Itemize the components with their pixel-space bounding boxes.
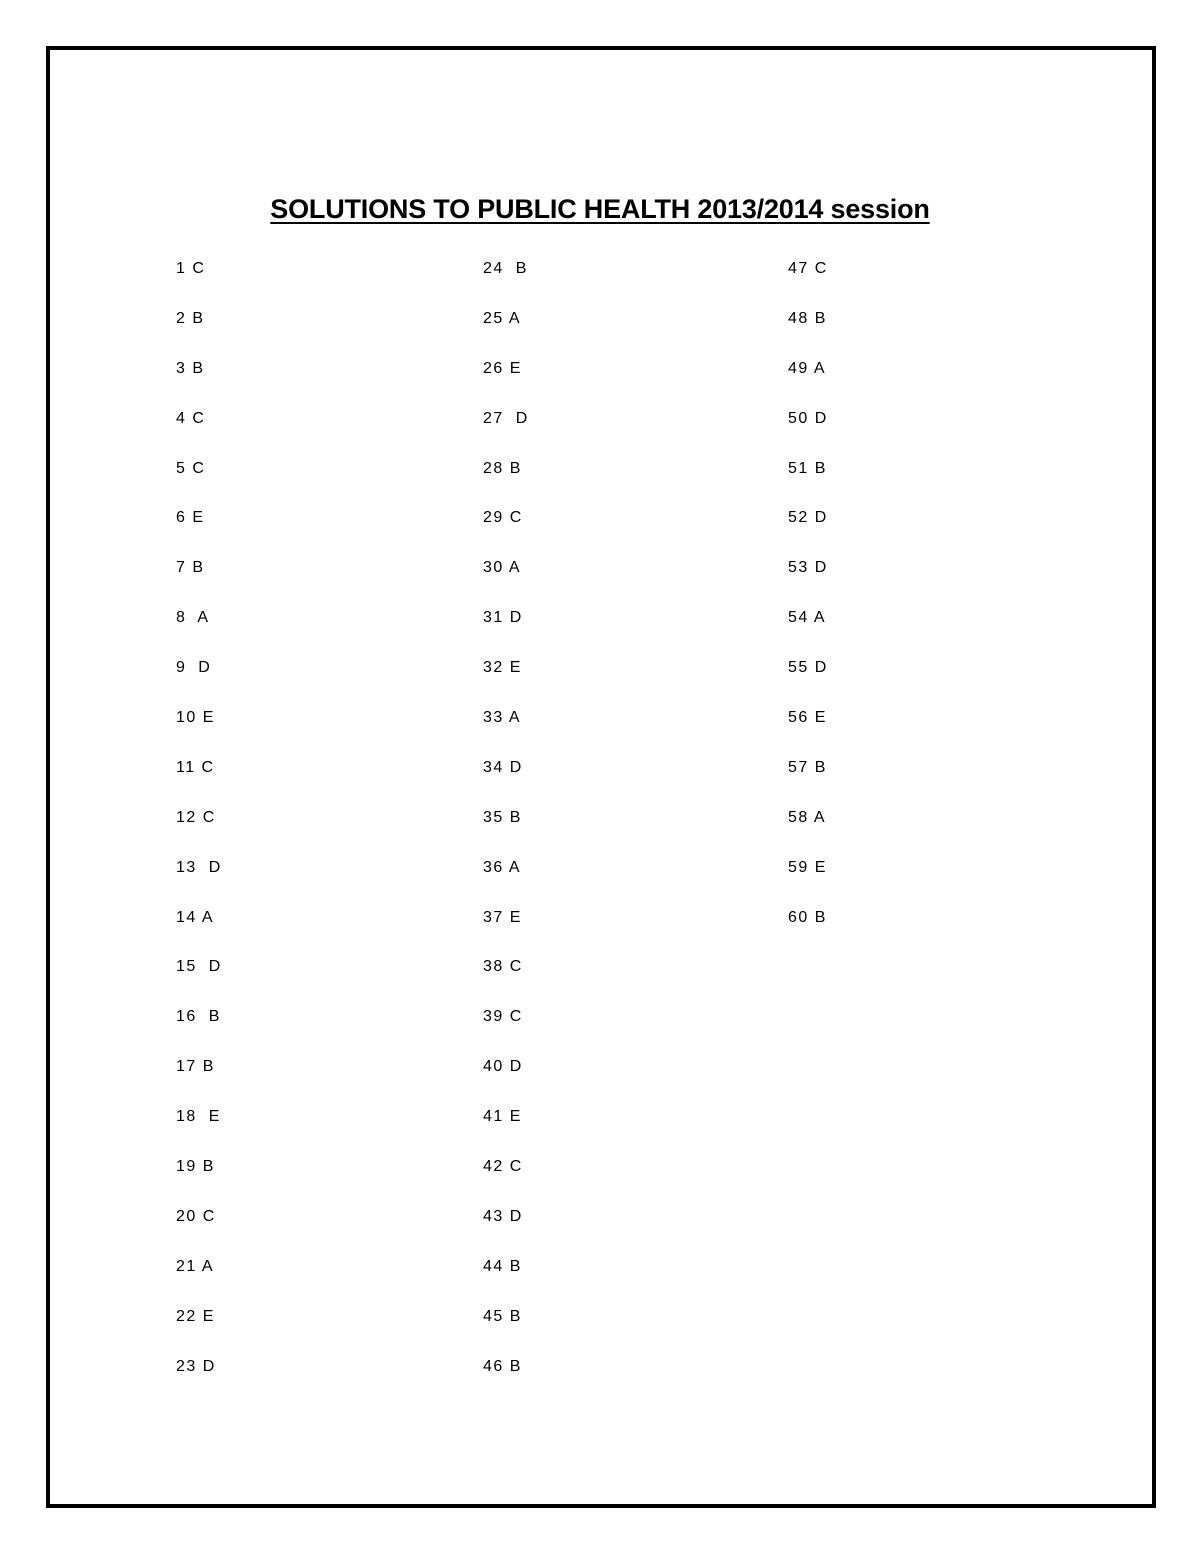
answer-item: 11 C [176,758,215,776]
answer-item: 49 A [788,359,827,377]
answer-item: 50 D [788,409,828,427]
answer-item: 20 C [176,1207,216,1225]
answer-item: 34 D [483,758,523,776]
answer-item: 23 D [176,1357,216,1375]
answer-item: 41 E [483,1108,522,1126]
answer-item: 10 E [176,709,215,727]
answer-item: 47 C [788,260,828,277]
answer-item: 39 C [483,1008,523,1026]
answer-item: 46 B [483,1357,522,1375]
answer-item: 40 D [483,1058,523,1076]
answer-item: 15 D [176,958,222,976]
answer-item: 22 E [176,1307,215,1325]
answer-item: 51 B [788,459,827,477]
answer-item: 21 A [176,1257,215,1275]
answer-item: 16 B [176,1008,221,1026]
answer-item: 36 A [483,858,522,876]
answer-item: 48 B [788,309,827,327]
answer-item: 13 D [176,858,222,876]
answer-item: 38 C [483,958,523,976]
answer-item: 31 D [483,609,523,627]
answer-item: 44 B [483,1257,522,1275]
answer-item: 26 E [483,359,522,377]
answer-item: 6 E [176,509,205,527]
answer-item: 45 B [483,1307,522,1325]
answer-item: 52 D [788,509,828,527]
answer-item: 8 A [176,609,210,627]
answer-item: 2 B [176,309,205,327]
answer-item: 3 B [176,359,205,377]
answer-item: 7 B [176,559,205,577]
answer-item: 25 A [483,309,522,327]
answer-item: 55 D [788,659,828,677]
answer-item: 9 D [176,659,212,677]
answer-item: 5 C [176,459,206,477]
answer-item: 14 A [176,908,215,926]
answer-item: 60 B [788,908,827,926]
answer-item: 35 B [483,808,522,826]
answer-item: 27 D [483,409,529,427]
answer-item: 57 B [788,758,827,776]
answer-item: 19 B [176,1158,215,1176]
answer-item: 42 C [483,1158,523,1176]
answer-item: 54 A [788,609,827,627]
answer-item: 30 A [483,559,522,577]
answer-item: 24 B [483,260,528,277]
answer-item: 43 D [483,1207,523,1225]
answer-item: 1 C [176,260,206,277]
answer-item: 56 E [788,709,827,727]
answer-item: 28 B [483,459,522,477]
answer-item: 59 E [788,858,827,876]
answer-item: 33 A [483,709,522,727]
answer-item: 37 E [483,908,522,926]
answer-item: 4 C [176,409,206,427]
answer-item: 53 D [788,559,828,577]
answer-item: 12 C [176,808,216,826]
answer-column-2 [483,254,683,1401]
answer-column-3 [788,254,988,952]
answer-item: 32 E [483,659,522,677]
answer-item: 18 E [176,1108,221,1126]
answer-item: 17 B [176,1058,215,1076]
answer-column-1 [176,254,376,1401]
answer-item: 58 A [788,808,827,826]
answer-item: 29 C [483,509,523,527]
document-title: SOLUTIONS TO PUBLIC HEALTH 2013/2014 session [270,194,930,224]
